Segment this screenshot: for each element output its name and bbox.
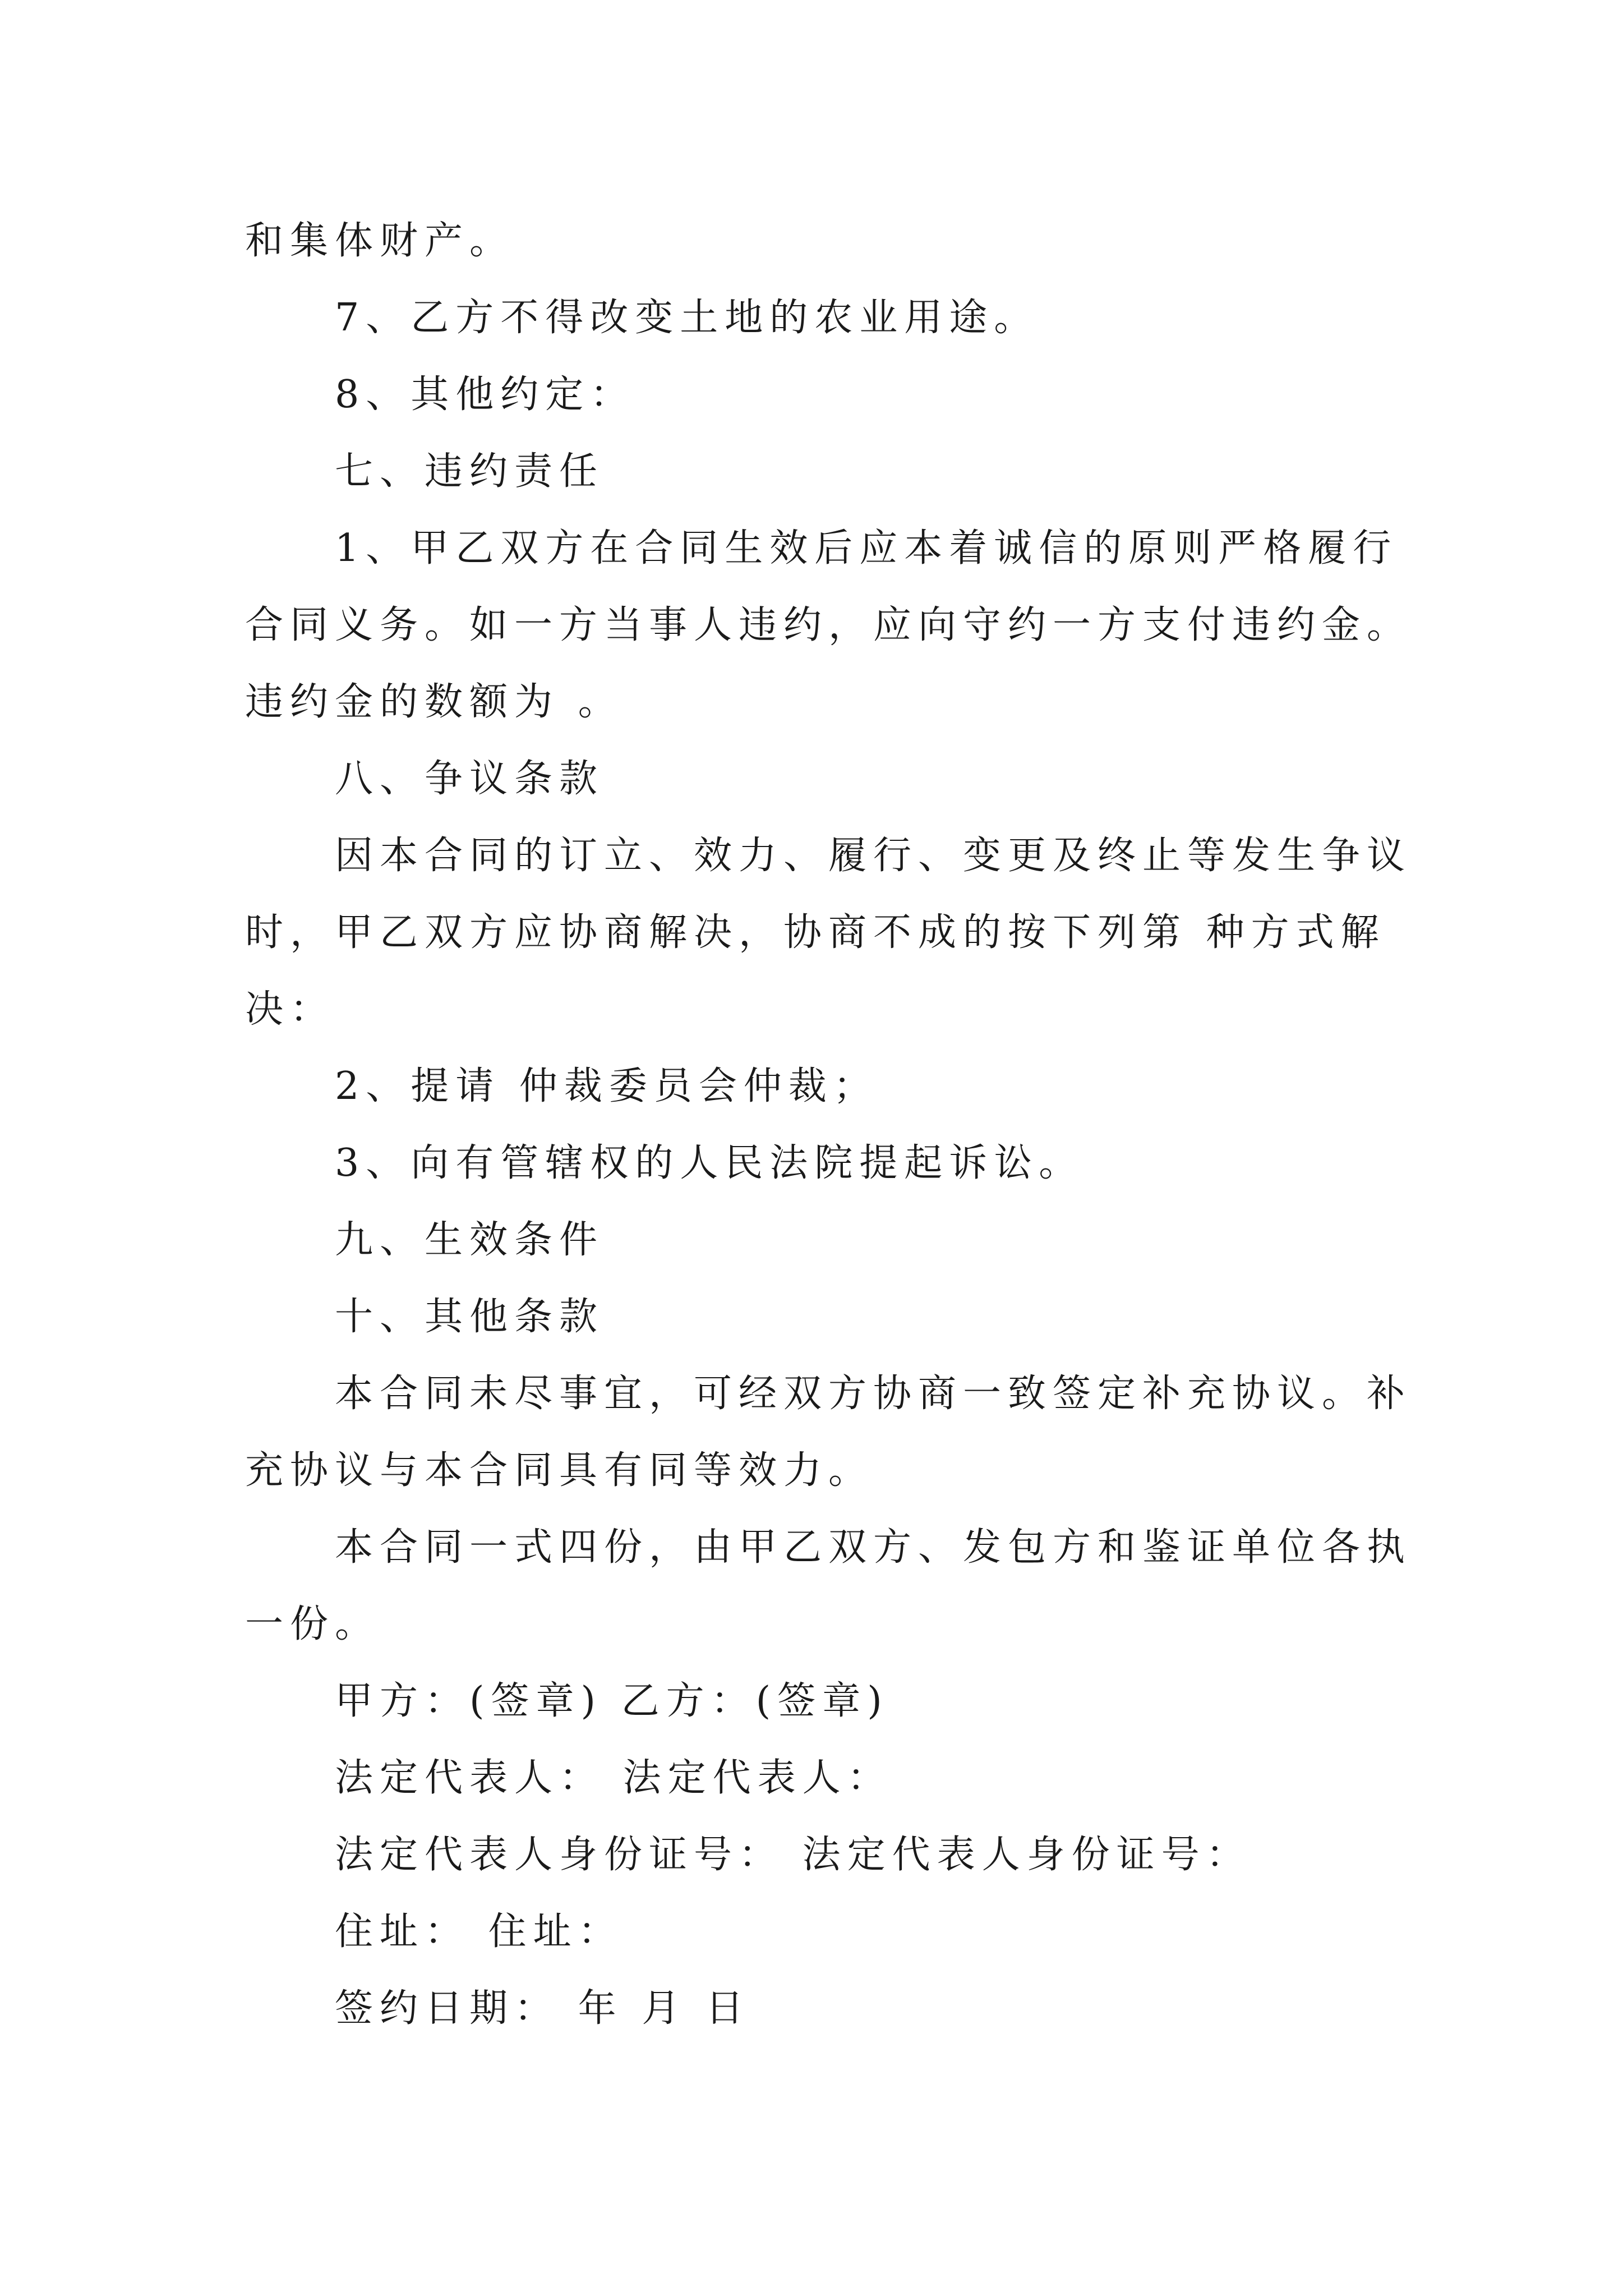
text-line: 决：	[245, 987, 335, 1032]
text-line: 因本合同的订立、效力、履行、变更及终止等发生争议	[335, 834, 1412, 878]
text-line: 充协议与本合同具有同等效力。	[245, 1448, 874, 1493]
section-heading: 七、违约责任	[335, 449, 605, 494]
section-heading: 八、争议条款	[335, 757, 605, 801]
text-line: 1、甲乙双方在合同生效后应本着诚信的原则严格履行	[335, 526, 1398, 570]
text-line: 合同义务。如一方当事人违约，应向守约一方支付违约金。	[245, 603, 1412, 647]
text-line: 8、其他约定：	[335, 372, 635, 417]
signature-line: 法定代表人： 法定代表人：	[335, 1756, 892, 1800]
text-line: 7、乙方不得改变土地的农业用途。	[335, 296, 1039, 340]
section-heading: 九、生效条件	[335, 1218, 605, 1262]
text-line: 一份。	[245, 1602, 380, 1646]
text-line: 时，甲乙双方应协商解决，协商不成的按下列第 种方式解	[245, 910, 1386, 955]
text-line: 本合同未尽事宜，可经双方协商一致签定补充协议。补	[335, 1372, 1412, 1416]
text-line: 违约金的数额为 。	[245, 680, 623, 724]
signature-line: 甲方：(签章) 乙方：(签章)	[335, 1679, 889, 1723]
text-line: 2、提请 仲裁委员会仲裁；	[335, 1064, 878, 1108]
text-line: 3、向有管辖权的人民法院提起诉讼。	[335, 1141, 1084, 1185]
signing-date-line: 签约日期： 年 月 日	[335, 1986, 750, 2031]
section-heading: 十、其他条款	[335, 1295, 605, 1339]
signature-line: 住址： 住址：	[335, 1910, 623, 1954]
text-line: 和集体财产。	[245, 219, 515, 263]
text-line: 本合同一式四份，由甲乙双方、发包方和鉴证单位各执	[335, 1525, 1412, 1570]
signature-line: 法定代表人身份证号： 法定代表人身份证号：	[335, 1833, 1251, 1877]
